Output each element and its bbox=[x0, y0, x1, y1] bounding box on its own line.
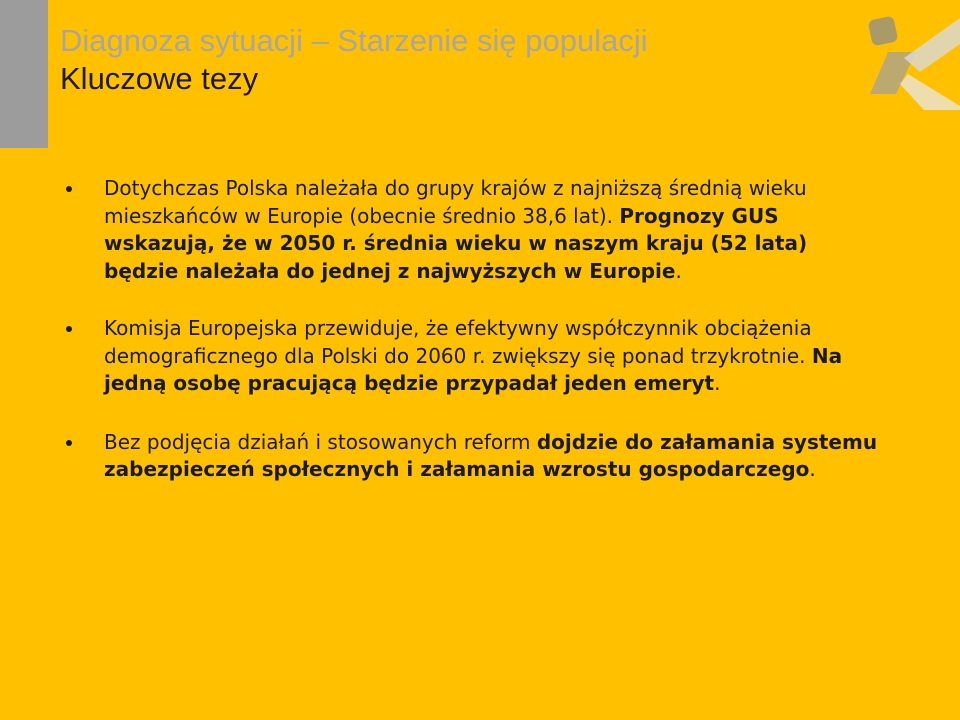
bullet-text: Bez podjęcia działań i stosowanych reform bbox=[104, 429, 537, 454]
bullet-dot-icon bbox=[66, 326, 72, 332]
bullet-bold-text: dojdzie do załamania systemu zabezpieczeń społecznych i załamania wzrostu gospodarczego bbox=[104, 429, 878, 481]
bullet-dot-icon bbox=[66, 440, 72, 446]
bullet-bold-text: Prognozy GUS wskazują, że w 2050 r. średnia wieku w naszym kraju (52 lata) będzie należała do jednej z najwyższych w Europie bbox=[104, 203, 808, 283]
bullet-item bbox=[0, 429, 884, 484]
left-accent-bar bbox=[0, 0, 48, 148]
bullet-item bbox=[0, 175, 884, 285]
title-line-1: Diagnoza sytuacji – Starzenie się populacji bbox=[60, 23, 648, 58]
bullet-bold-text: Na jedną osobę pracującą będzie przypadał jeden emeryt bbox=[104, 343, 843, 395]
x-logo-icon bbox=[860, 14, 960, 110]
bullet-tail: . bbox=[675, 258, 682, 283]
bullet-list bbox=[0, 175, 960, 484]
bullet-text: Komisja Europejska przewiduje, że efektywny współczynnik obciążenia demograficznego dla Polski do 2060 r. zwiększy się ponad trzykrotnie. bbox=[104, 316, 812, 368]
bullet-item bbox=[0, 315, 884, 398]
bullet-dot-icon bbox=[66, 186, 72, 192]
slide-title bbox=[60, 22, 648, 98]
title-line-2: Kluczowe tezy bbox=[60, 61, 259, 96]
logo-shape bbox=[868, 16, 960, 110]
bullet-tail: . bbox=[714, 371, 721, 395]
bullet-tail: . bbox=[809, 457, 816, 481]
bullet-text: Dotychczas Polska należała do grupy krajów z najniższą średnią wieku mieszkańców w Europie (obecnie średnio 38,6 lat). bbox=[104, 176, 807, 228]
